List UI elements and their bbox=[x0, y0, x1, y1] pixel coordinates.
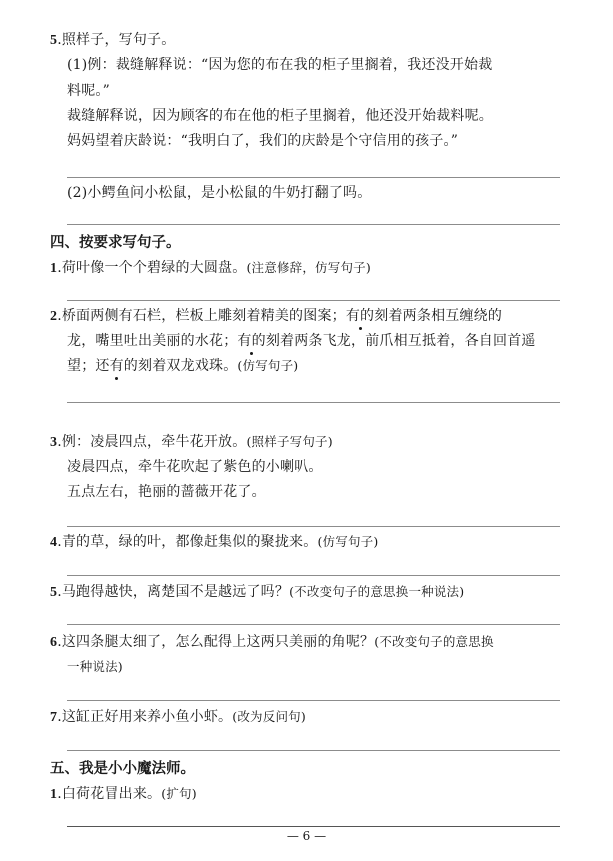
s4-q2-line1: 2.桥面两侧有石栏，栏板上雕刻着精美的图案；有的刻着两条相互缠绕的 bbox=[50, 308, 503, 324]
answer-line[interactable] bbox=[67, 224, 560, 225]
s5-q1: 1.白荷花冒出来。(扩句) bbox=[50, 786, 197, 802]
q5-example-line2: 料呢。” bbox=[67, 83, 110, 99]
answer-line[interactable] bbox=[67, 575, 560, 576]
s4-q6-note-cont: 一种说法) bbox=[67, 659, 123, 674]
q5-example-line3: 裁缝解释说，因为顾客的布在他的柜子里搁着，他还没开始裁料呢。 bbox=[67, 108, 493, 124]
s4-q2-line2: 龙，嘴里吐出美丽的水花；有的刻着两条飞龙，前爪相互抵着，各自回首遥 bbox=[67, 333, 536, 349]
s4-q3-line3: 五点左右，艳丽的蔷薇开花了。 bbox=[67, 484, 266, 500]
section4-heading: 四、按要求写句子。 bbox=[50, 235, 181, 251]
answer-line[interactable] bbox=[67, 300, 560, 301]
answer-line[interactable] bbox=[67, 402, 560, 403]
s4-q5: 5.马跑得越快，离楚国不是越远了吗？(不改变句子的意思换一种说法) bbox=[50, 584, 465, 600]
s4-q6: 6.这四条腿太细了，怎么配得上这两只美丽的角呢？(不改变句子的意思换 bbox=[50, 634, 494, 650]
s4-q4: 4.青的草，绿的叶，都像赶集似的聚拢来。(仿写句子) bbox=[50, 534, 379, 550]
q5-sub2: (2)小鳄鱼问小松鼠，是小松鼠的牛奶打翻了吗。 bbox=[67, 185, 372, 201]
answer-line[interactable] bbox=[67, 526, 560, 527]
q5-number: 5 bbox=[50, 33, 58, 48]
s4-q3-line2: 凌晨四点，牵牛花吹起了紫色的小喇叭。 bbox=[67, 459, 323, 475]
q5-title: 5.照样子，写句子。 bbox=[50, 32, 176, 48]
s4-q7: 7.这缸正好用来养小鱼小虾。(改为反问句) bbox=[50, 709, 306, 725]
s4-q3: 3.例：凌晨四点，牵牛花开放。(照样子写句子) bbox=[50, 434, 333, 450]
section5-heading: 五、我是小小魔法师。 bbox=[50, 761, 195, 777]
answer-line[interactable] bbox=[67, 177, 560, 178]
s4-q1: 1.荷叶像一个个碧绿的大圆盘。(注意修辞，仿写句子) bbox=[50, 260, 371, 276]
s4-q2-line3: 望；还有的刻着双龙戏珠。(仿写句子) bbox=[67, 358, 299, 374]
q5-example-line1: (1)例：裁缝解释说：“因为您的布在我的柜子里搁着，我还没开始裁 bbox=[67, 57, 493, 73]
answer-line[interactable] bbox=[67, 750, 560, 751]
footer-divider bbox=[67, 826, 560, 827]
q5-exercise-line: 妈妈望着庆龄说：“我明白了，我们的庆龄是个守信用的孩子。” bbox=[67, 133, 459, 149]
answer-line[interactable] bbox=[67, 624, 560, 625]
answer-line[interactable] bbox=[67, 700, 560, 701]
page-number: — 6 — bbox=[286, 829, 327, 843]
